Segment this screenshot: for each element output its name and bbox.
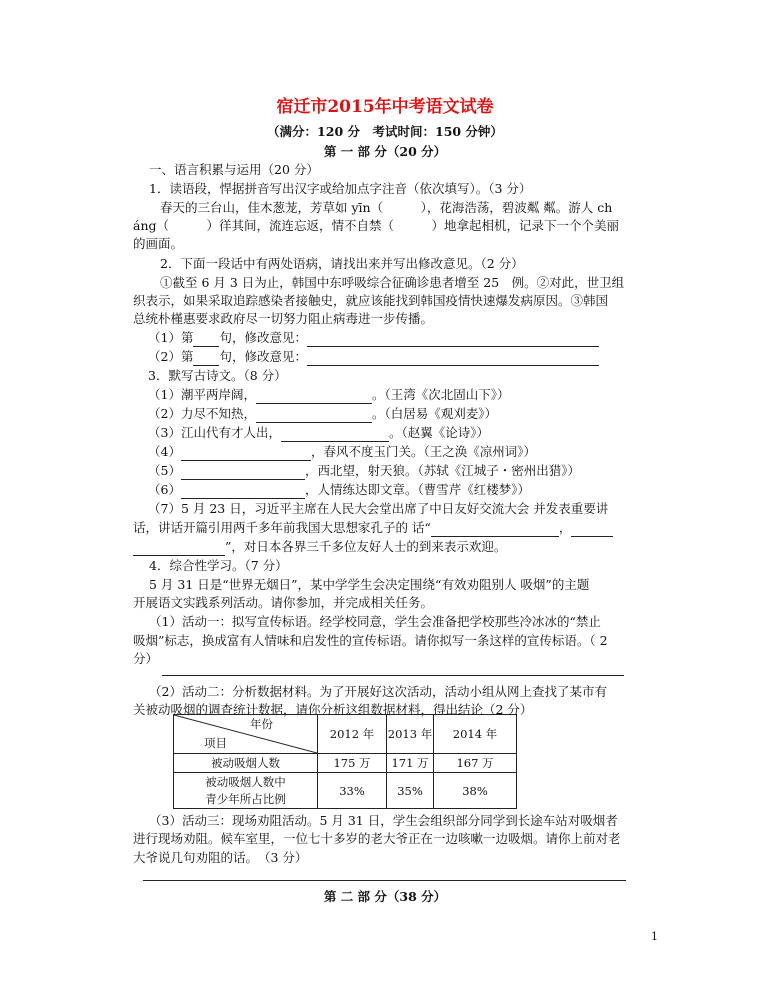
question-2: 2．下面一段话中有两处语病，请找出来并写出修改意见。（2 分） [160, 256, 524, 271]
passage-line: 吸烟”标志，换成富有人情味和启发性的宣传标语。请你拟写一条这样的宣传标语。（ 2 [133, 633, 608, 648]
passage-line: 春天的三台山，佳木葱茏，芳草如 yīn（ ），花海浩荡，碧波粼 粼。游人 ch [160, 200, 613, 215]
passage-line: 关被动吸烟的调查统计数据，请你分析这组数据材料，得出结论（2 分） [133, 702, 533, 717]
poem-line: ”，对日本各界三千多位友好人士的到来表示欢迎。 [133, 538, 506, 556]
answer-blank[interactable] [133, 542, 225, 556]
answer-blank[interactable] [571, 523, 613, 537]
table-row [174, 773, 517, 809]
smoking-statistics-table [173, 714, 517, 809]
data-cell: 175 万 [318, 754, 387, 773]
page-number: 1 [651, 930, 658, 943]
passage-line: （2）活动二：分析数据材料。为了开展好这次活动，活动小组从网上查找了某市有 [149, 684, 607, 699]
question-1: 1．读语段，悍据拼音写出汉字或给加点字注音（依次填写）。（3 分） [149, 181, 532, 196]
poem-line: （4） ，春风不度玉门关。（王之涣《凉州词》） [148, 444, 536, 459]
question-3: 3．默写古诗文。（8 分） [148, 368, 287, 383]
passage-line: 的画面。 [133, 236, 184, 251]
answer-blank[interactable] [256, 409, 372, 423]
answer-blank[interactable] [181, 485, 305, 499]
answer-blank[interactable] [307, 352, 599, 366]
year-cell: 2012 年 [318, 715, 387, 754]
row-label: 被动吸烟人数中青少年所占比例 [174, 773, 318, 809]
year-cell: 2014 年 [434, 715, 517, 754]
page-title: 宿迁市2015年中考语文试卷 [276, 97, 494, 117]
data-cell: 38% [434, 773, 517, 809]
row-label: 被动吸烟人数 [174, 754, 318, 773]
passage-line: 总统朴槿惠要求政府尽一切努力阻止病毒进一步传播。 [133, 311, 434, 326]
poem-line: （6） ，人情练达即文章。（曹雪芹《红楼梦》） [148, 482, 530, 497]
answer-blank[interactable] [181, 447, 311, 461]
passage-line: 织表示，如果采取追踪感染者接触史，就应该能找到韩国疫情快速爆发病原因。③韩国 [133, 293, 609, 308]
answer-blank[interactable] [193, 333, 219, 347]
answer-line: （2）第 句，修改意见： [148, 348, 599, 366]
answer-blank[interactable] [181, 466, 305, 480]
passage-line: ①截至 6 月 3 日为止，韩国中东呼吸综合征确诊患者增至 25 例。②对此，世卫组 [160, 275, 625, 290]
question-4: 4．综合性学习。（7 分） [149, 558, 288, 573]
poem-line: （1）潮平两岸阔， 。（王湾《次北固山下》） [148, 387, 510, 402]
data-cell: 167 万 [434, 754, 517, 773]
table-row [174, 754, 517, 773]
answer-line[interactable] [162, 675, 624, 676]
answer-blank[interactable] [431, 523, 559, 537]
poem-line: 话，讲话开篇引用两千多年前我国大思想家孔子的 话“ ， [133, 519, 613, 537]
passage-line: 分） [133, 651, 159, 666]
passage-line: 开展语文实践系列活动。请你参加，并完成相关任务。 [133, 595, 434, 610]
part-two-heading: 第 二 部 分（38 分） [323, 889, 447, 904]
passage-line: 大爷说几句劝阻的话。 （3 分） [133, 850, 308, 865]
data-cell: 33% [318, 773, 387, 809]
year-cell: 2013 年 [387, 715, 434, 754]
data-cell: 35% [387, 773, 434, 809]
table-corner-cell [174, 715, 318, 754]
poem-line: （7）5 月 23 日，习近平主席在人民大会堂出席了中日友好交流大会 并发表重要讲 [148, 501, 609, 516]
diagonal-divider [174, 715, 317, 753]
item-header: 项目 [204, 736, 227, 750]
part-one-heading: 第 一 部 分（20 分） [323, 144, 447, 159]
data-cell: 171 万 [387, 754, 434, 773]
answer-blank[interactable] [193, 352, 219, 366]
answer-blank[interactable] [307, 333, 599, 347]
poem-line: （3）江山代有才人出， 。（赵翼《论诗》） [148, 425, 489, 440]
section-heading: 一、语言积累与运用（20 分） [149, 162, 319, 177]
exam-info: （满分：120 分 考试时间：150 分钟） [267, 124, 503, 139]
answer-blank[interactable] [256, 390, 372, 404]
passage-line: 进行现场劝阻。候车室里，一位七十多岁的老大爷正在一边咳嗽一边吸烟。请你上前对老 [133, 831, 621, 846]
poem-line: （2）力尽不知热， 。（白居易《观刈麦》） [148, 406, 497, 421]
answer-line: （1）第 句，修改意见： [148, 329, 599, 347]
year-header: 年份 [250, 717, 273, 731]
passage-line: 5 月 31 日是“世界无烟日”，某中学学生会决定围绕“有效劝阻别人 吸烟”的主题 [149, 577, 590, 592]
answer-blank[interactable] [281, 428, 389, 442]
poem-line: （5） ，西北望，射天狼。（苏轼《江城子・密州出猎》） [148, 463, 580, 478]
passage-line: （1）活动一：拟写宣传标语。经学校同意，学生会准备把学校那些冷冰冰的“禁止 [149, 614, 601, 629]
passage-line: áng（ ）徉其间，流连忘返，情不自禁（ ）地拿起相机，记录下一个个美丽 [133, 218, 620, 233]
passage-line: （3）活动三：现场劝阻活动。5 月 31 日，学生会组织部分同学到长途车站对吸烟者 [149, 813, 618, 828]
answer-line[interactable] [143, 880, 626, 881]
